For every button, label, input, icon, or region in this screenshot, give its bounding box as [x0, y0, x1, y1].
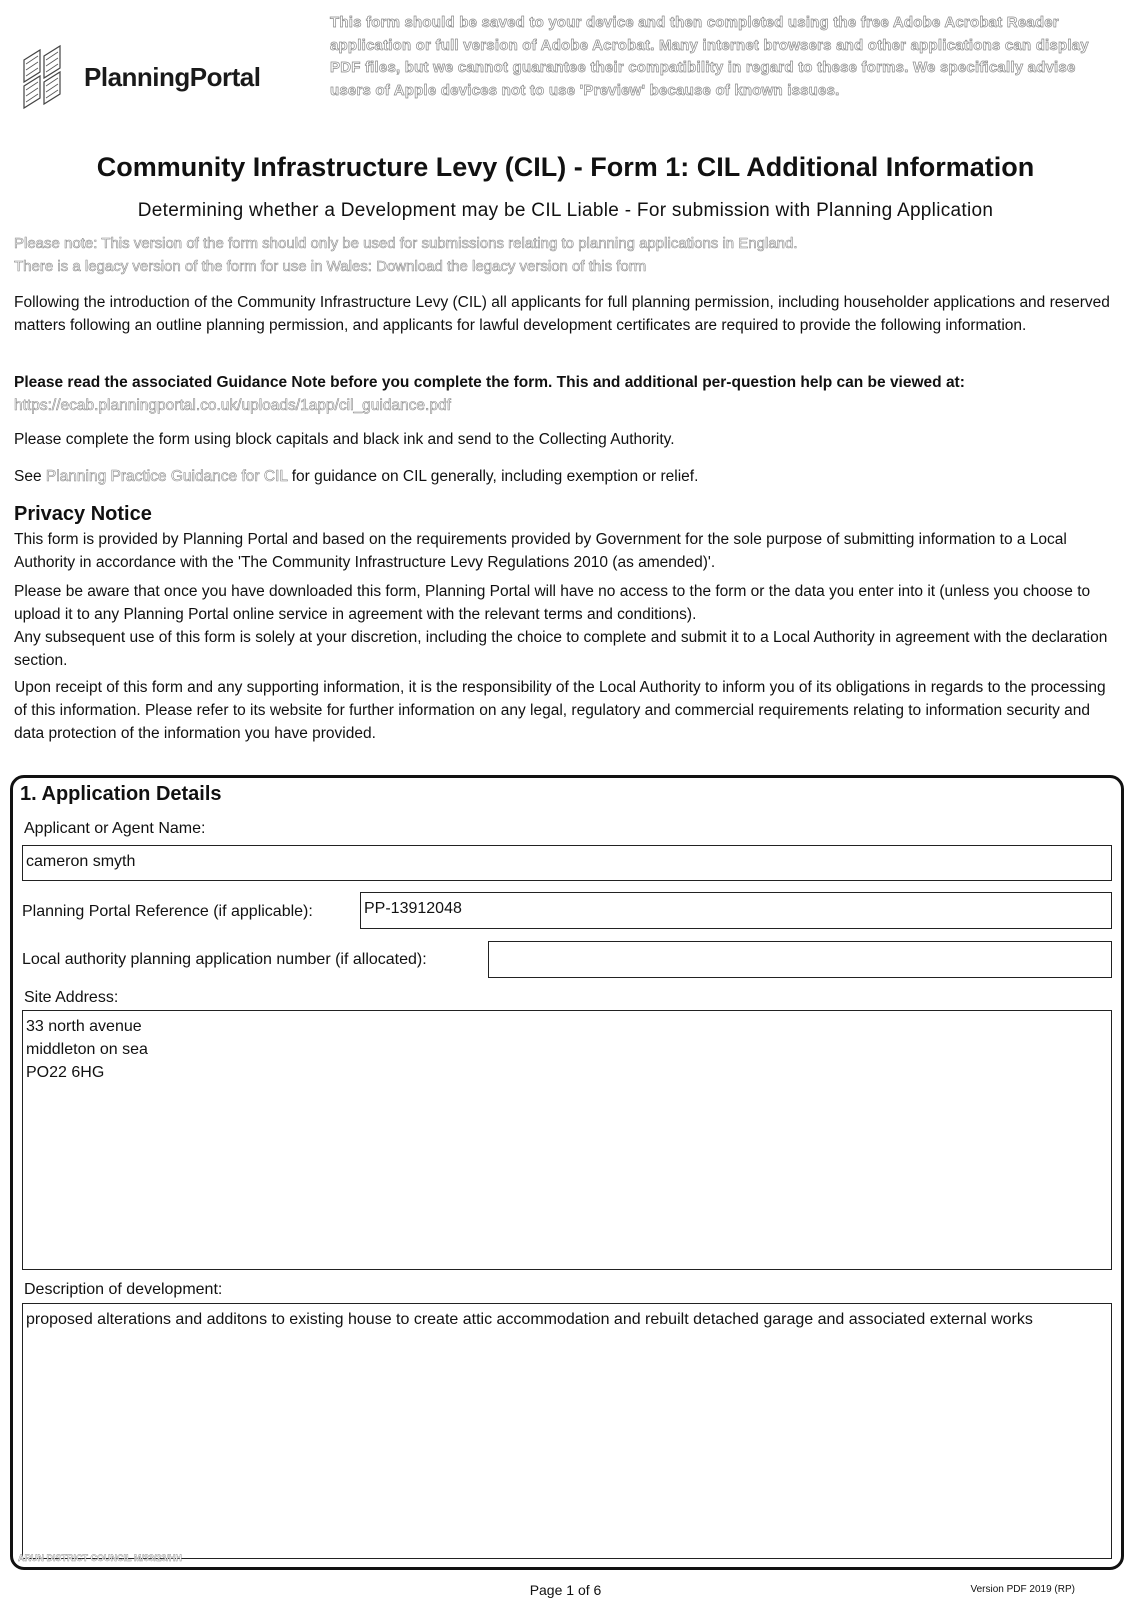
- section-title: 1. Application Details: [20, 783, 222, 805]
- please-note-line2-prefix: There is a legacy version of the form for use in Wales:: [14, 258, 377, 275]
- please-note-line2: [14, 255, 1114, 278]
- form-title: Community Infrastructure Levy (CIL) - Form 1: CIL Additional Information: [96, 152, 1035, 182]
- planning-portal-logo-icon: [16, 42, 76, 112]
- pp-reference-field[interactable]: PP-13912048: [360, 892, 1112, 929]
- see-guidance-line: [14, 465, 1114, 488]
- description-label: Description of development:: [24, 1281, 223, 1298]
- logo-text: PlanningPortal: [84, 62, 261, 92]
- version-label: Version PDF 2019 (RP): [970, 1584, 1075, 1595]
- description-field[interactable]: proposed alterations and additons to existing house to create attic accommodation and rebuilt detached garage and associated external works: [22, 1303, 1112, 1559]
- please-note: [14, 232, 1114, 278]
- guidance-block: [14, 371, 1114, 417]
- privacy-paragraph-2b: Any subsequent use of this form is solely at your discretion, including the choice to complete and submit it to a Local Authority in agreement with the declaration section.: [14, 629, 1108, 669]
- see-suffix: for guidance on CIL generally, including exemption or relief.: [287, 468, 699, 485]
- privacy-paragraph-2: [14, 580, 1114, 672]
- privacy-paragraph-2a: Please be aware that once you have downloaded this form, Planning Portal will have no access to the form or the data you enter into it (unless you choose to upload it to any Planning Portal online service in agreement with the relevant terms and conditions).: [14, 583, 1091, 623]
- form-subtitle: Determining whether a Development may be CIL Liable - For submission with Planning Application: [137, 200, 994, 221]
- please-note-line1: Please note: This version of the form should only be used for submissions relating to planning applications in England.: [14, 235, 798, 252]
- software-notice: This form should be saved to your device and then completed using the free Adobe Acrobat Reader application or full version of Adobe Acrobat. Many internet browsers and other applications can display PDF files, but we cannot guarantee their compatibility in regard to these forms. We specifically advise users of Apple devices not to use 'Preview' because of known issues.: [330, 14, 1089, 99]
- site-address-label: Site Address:: [24, 989, 119, 1006]
- pp-reference-label: Planning Portal Reference (if applicable):: [22, 903, 313, 920]
- privacy-paragraph-1: This form is provided by Planning Portal and based on the requirements provided by Government for the sole purpose of submitting information to a Local Authority in accordance with the 'The Community Infrastructure Levy Regulations 2010 (as amended)'.: [14, 531, 1067, 571]
- guidance-url-link[interactable]: https://ecab.planningportal.co.uk/uploads/1app/cil_guidance.pdf: [14, 397, 451, 414]
- see-prefix: See: [14, 468, 46, 485]
- applicant-name-label: Applicant or Agent Name:: [24, 820, 206, 837]
- la-application-number-label: Local authority planning application number (if allocated):: [22, 951, 427, 968]
- cil-guidance-link[interactable]: Planning Practice Guidance for CIL: [45, 468, 288, 485]
- guidance-note-text: Please read the associated Guidance Note before you complete the form. This and additional per-question help can be viewed at:: [14, 374, 965, 391]
- page-number: Page 1 of 6: [529, 1582, 602, 1598]
- legacy-version-link[interactable]: Download the legacy version of this form: [376, 258, 647, 275]
- council-reference: ARUN DISTRICT COUNCIL M/33/23/HH: [18, 1553, 182, 1563]
- planning-portal-logo: [16, 42, 276, 112]
- privacy-heading: Privacy Notice: [14, 503, 152, 525]
- site-address-field[interactable]: 33 north avenue middleton on sea PO22 6HG: [22, 1010, 1112, 1270]
- complete-instructions: Please complete the form using block capitals and black ink and send to the Collecting Authority.: [14, 431, 675, 448]
- intro-paragraph: Following the introduction of the Community Infrastructure Levy (CIL) all applicants for full planning permission, including householder applications and reserved matters following an outline planning permission, and applicants for lawful development certificates are required to provide the following information.: [14, 294, 1110, 334]
- privacy-paragraph-3: Upon receipt of this form and any supporting information, it is the responsibility of the Local Authority to inform you of its obligations in regards to the processing of this information. Please refer to its website for further information on any legal, regulatory and commercial requirements relating to information security and data protection of the information you have provided.: [14, 679, 1106, 742]
- la-application-number-field[interactable]: [488, 941, 1112, 978]
- applicant-name-field[interactable]: cameron smyth: [22, 845, 1112, 881]
